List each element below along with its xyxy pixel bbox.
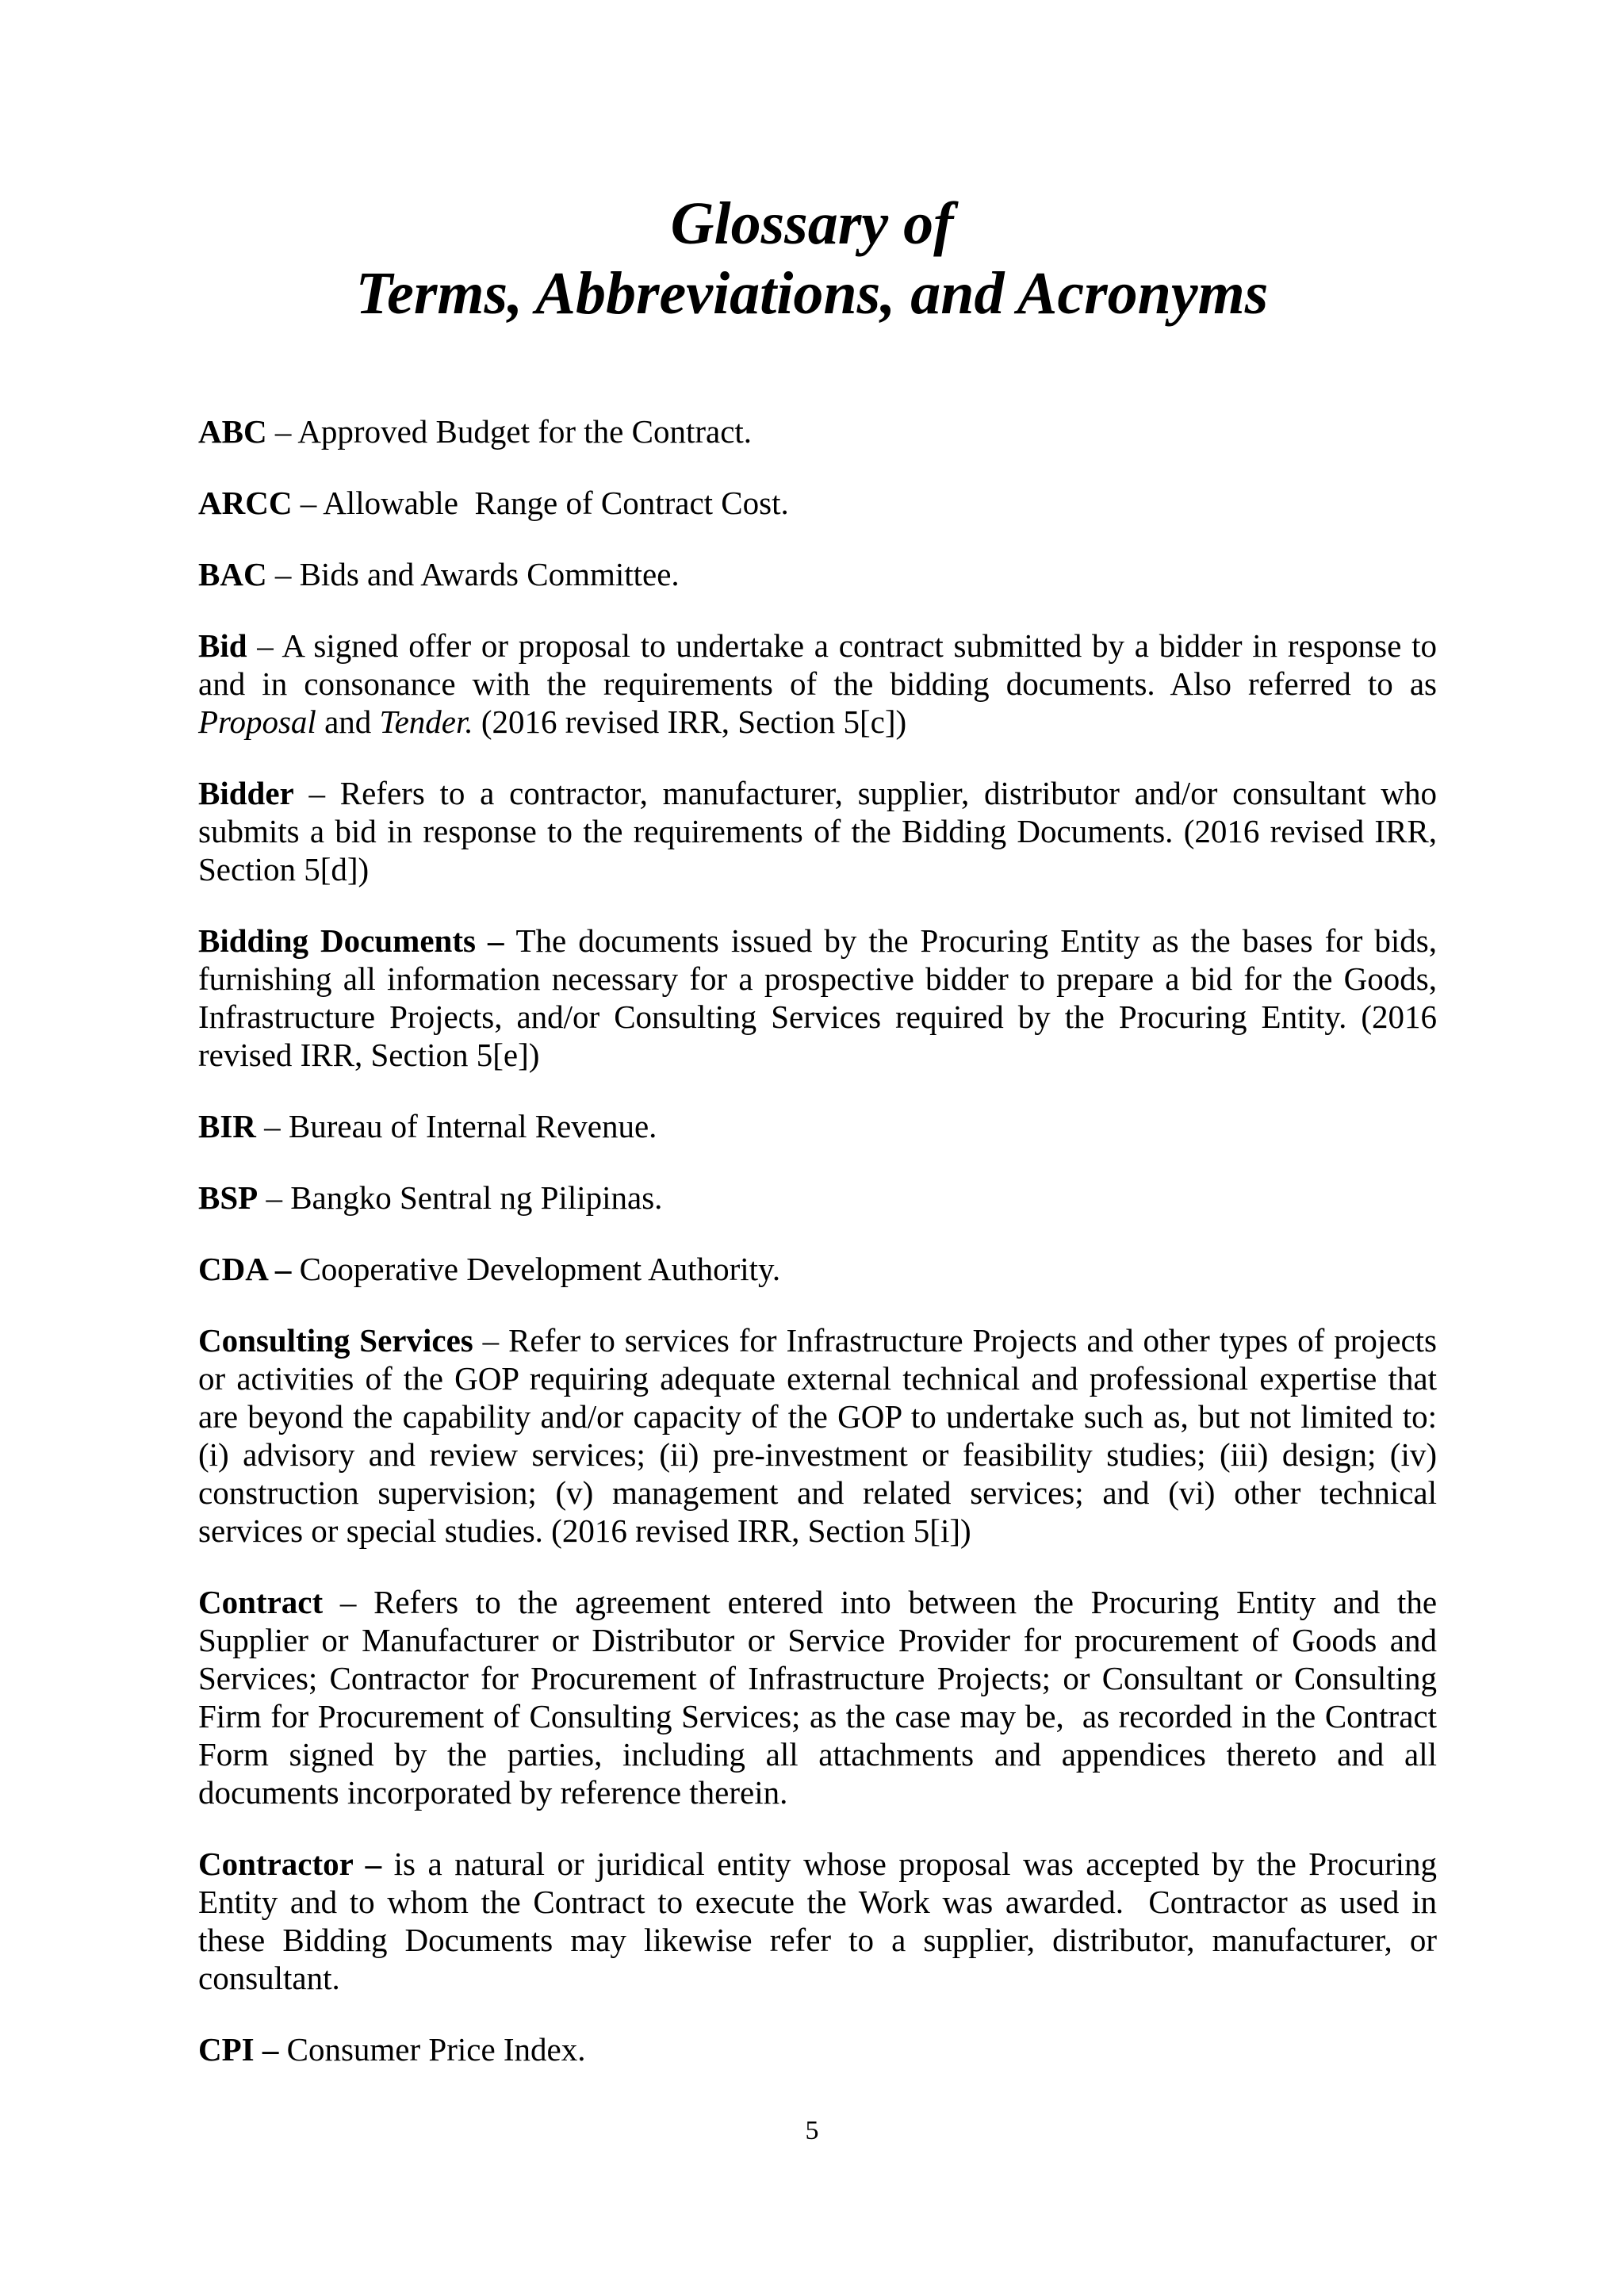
glossary-entry-cpi xyxy=(198,2030,1437,2068)
glossary-definition: Consumer Price Index. xyxy=(286,2031,586,2068)
glossary-term: Bidder xyxy=(198,775,294,811)
glossary-definition: and xyxy=(316,703,380,740)
glossary-entry-contract xyxy=(198,1583,1446,1811)
page-number: 5 xyxy=(805,2116,819,2145)
glossary-entry-bac xyxy=(198,555,1437,593)
glossary-term: BSP xyxy=(198,1179,259,1216)
term-dash: – xyxy=(254,2031,287,2068)
term-dash: – xyxy=(475,922,516,959)
glossary-definition: Approved Budget for the Contract. xyxy=(297,413,753,450)
glossary-entry-bidding-documents xyxy=(198,922,1437,1074)
glossary-entry-contractor xyxy=(198,1845,1446,1997)
glossary-term: CPI xyxy=(198,2031,255,2068)
term-dash: – xyxy=(353,1846,394,1882)
glossary-definition: Refers to a contractor, manufacturer, supplier, distributor and/or consultant who submits a bid in response to the requirements of the Bidding Documents. (2016 revised IRR, Section 5[d]) xyxy=(198,775,1437,887)
glossary-term: Bidding Documents xyxy=(198,922,476,959)
page-title-line-1: Glossary of xyxy=(670,190,954,257)
term-dash: – xyxy=(292,485,324,521)
glossary-definition: Allowable Range of Contract Cost. xyxy=(323,485,789,521)
glossary-definition-emphasis: Tender. xyxy=(379,703,473,740)
glossary-entry-bidder xyxy=(198,774,1437,888)
glossary-term: ABC xyxy=(198,413,267,450)
term-dash: – xyxy=(255,1108,289,1144)
glossary-term: Contractor xyxy=(198,1846,354,1882)
glossary-definition-emphasis: Proposal xyxy=(198,703,316,740)
glossary-term: Consulting Services xyxy=(198,1322,473,1359)
glossary-definition: Bangko Sentral ng Pilipinas. xyxy=(290,1179,663,1216)
glossary-term: Bid xyxy=(198,627,247,664)
glossary-list xyxy=(198,412,1446,2102)
glossary-entry-arcc xyxy=(198,484,1437,522)
glossary-definition: Bids and Awards Committee. xyxy=(299,556,680,592)
glossary-entry-consulting-services xyxy=(198,1321,1437,1550)
glossary-definition: A signed offer or proposal to undertake a contract submitted by a bidder in response to and in consonance with the requirements of the bidding documents. Also referred to as xyxy=(198,627,1437,702)
term-dash: – xyxy=(247,627,282,664)
glossary-definition: Refer to services for Infrastructure Projects and other types of projects or activities of the GOP requiring adequate external technical and professional expertise that are beyond the capability and/or capacity of the GOP to undertake such as, but not limited to: (i) advisory and review services; (ii) pre-investment or feasibility studies; (iii) design; (iv) construction supervision; (v) management and related services; and (vi) other technical services or special studies. (2016 revised IRR, Section 5[i]) xyxy=(198,1322,1437,1549)
glossary-entry-abc xyxy=(198,412,1437,450)
term-dash: – xyxy=(266,556,300,592)
term-dash: – xyxy=(266,413,298,450)
glossary-term: ARCC xyxy=(198,485,293,521)
glossary-definition: Cooperative Development Authority. xyxy=(299,1251,781,1287)
glossary-definition: (2016 revised IRR, Section 5[c]) xyxy=(473,703,907,740)
glossary-term: CDA xyxy=(198,1251,267,1287)
glossary-definition: Refers to the agreement entered into between the Procuring Entity and the Supplier or Manufacturer or Distributor or Service Provider for procurement of Goods and Services; Contractor for Procurement of Infrastructure Projects; or Consultant or Consulting Firm for Procurement of Consulting Services; as the case may be, as recorded in the Contract Form signed by the parties, including all attachments and appendices thereto and all documents incorporated by reference therein. xyxy=(198,1584,1446,1811)
term-dash: – xyxy=(293,775,340,811)
term-dash: – xyxy=(258,1179,291,1216)
glossary-entry-bir xyxy=(198,1107,1437,1145)
term-dash: – xyxy=(473,1322,509,1359)
glossary-term: Contract xyxy=(198,1584,324,1620)
glossary-definition: The documents issued by the Procuring Entity as the bases for bids, furnishing all information necessary for a prospective bidder to prepare a bid for the Goods, Infrastructure Projects, and/or Consulting Services required by the Procuring Entity. (2016 revised IRR, Section 5[e]) xyxy=(198,922,1438,1073)
glossary-definition: is a natural or juridical entity whose proposal was accepted by the Procuring Entity and to whom the Contract to execute the Work was awarded. Contractor as used in these Bidding Documents may likewise refer to a supplier, distributor, manufacturer, or consultant. xyxy=(198,1846,1446,1996)
page-title-line-2: Terms, Abbreviations, and Acronyms xyxy=(355,260,1269,327)
glossary-term: BIR xyxy=(198,1108,256,1144)
glossary-entry-bsp xyxy=(198,1179,1437,1217)
glossary-definition: Bureau of Internal Revenue. xyxy=(288,1108,657,1144)
term-dash: – xyxy=(266,1251,300,1287)
glossary-entry-bid xyxy=(198,627,1437,741)
term-dash: – xyxy=(323,1584,374,1620)
glossary-term: BAC xyxy=(198,556,267,592)
glossary-entry-cda xyxy=(198,1250,1437,1288)
